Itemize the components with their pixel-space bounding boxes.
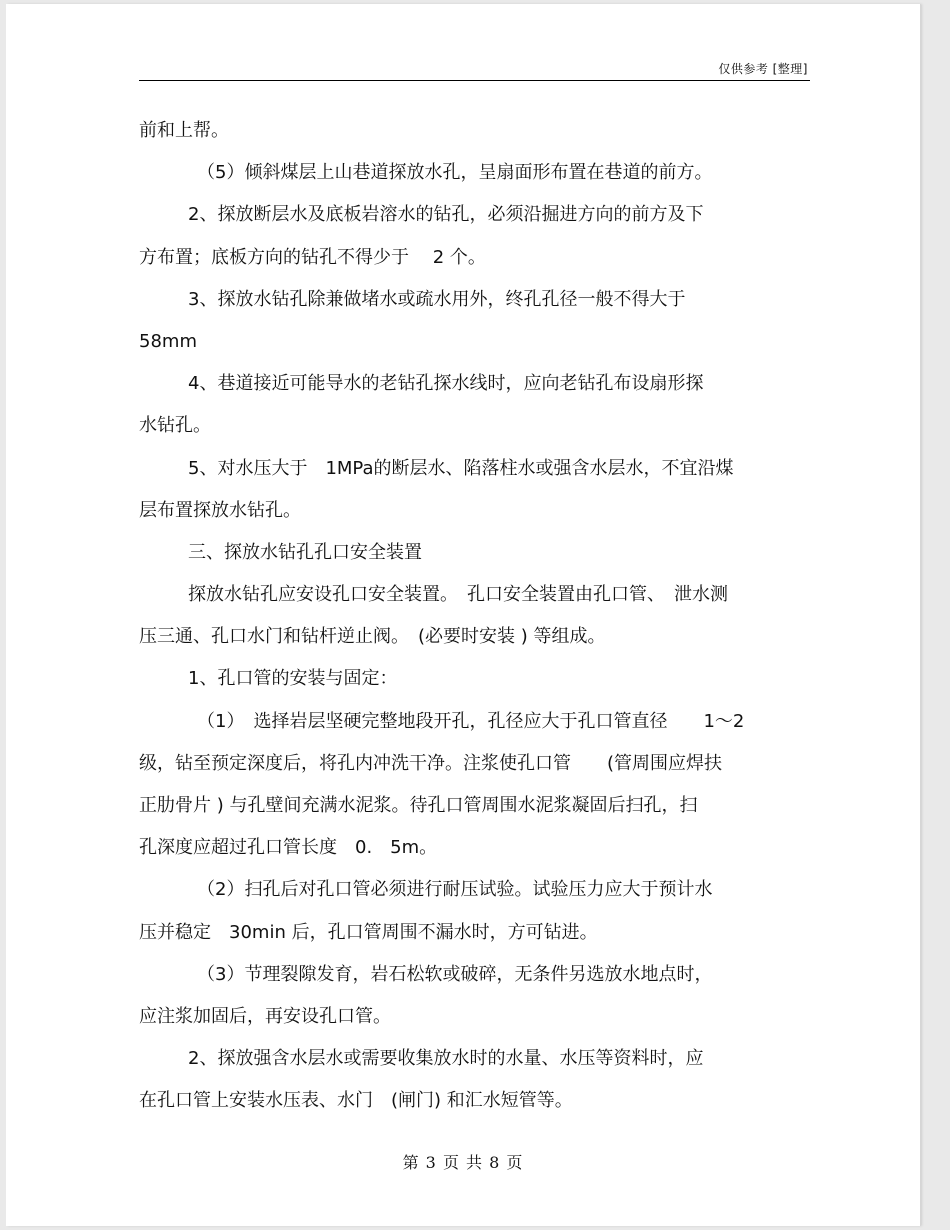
text-line: 孔深度应超过孔口管长度 0. 5m。 <box>139 837 438 859</box>
text-line: 层布置探放水钻孔。 <box>139 499 301 521</box>
text-line: 58mm <box>139 330 197 352</box>
text-line: （3）节理裂隙发育，岩石松软或破碎，无条件另选放水地点时， <box>197 963 713 985</box>
text-line: 2、探放强含水层水或需要收集放水时的水量、水压等资料时，应 <box>188 1048 704 1070</box>
text-line: 应注浆加固后，再安设孔口管。 <box>139 1005 391 1027</box>
page-number: 第 3 页 共 8 页 <box>402 1153 524 1172</box>
text-line: 压三通、孔口水门和钻杆逆止阀。 (必要时安装 ) 等组成。 <box>139 626 606 648</box>
text-line: 压并稳定 30min 后，孔口管周围不漏水时，方可钻进。 <box>139 921 598 943</box>
text-line: 5、对水压大于 1MPa的断层水、陷落柱水或强含水层水，不宜沿煤 <box>188 457 734 479</box>
text-line: （1） 选择岩层坚硬完整地段开孔，孔径应大于孔口管直径 1～2 <box>197 710 745 732</box>
document-page <box>6 4 920 1226</box>
text-line: 4、巷道接近可能导水的老钻孔探水线时，应向老钻孔布设扇形探 <box>188 373 704 395</box>
text-line: 1、孔口管的安装与固定： <box>188 668 398 690</box>
text-line: 在孔口管上安装水压表、水门 (闸门) 和汇水短管等。 <box>139 1090 573 1112</box>
text-line: 水钻孔。 <box>139 415 211 437</box>
text-line: （2）扫孔后对孔口管必须进行耐压试验。试验压力应大于预计水 <box>197 879 713 901</box>
text-line: （5）倾斜煤层上山巷道探放水孔，呈扇面形布置在巷道的前方。 <box>197 162 713 184</box>
header-note: 仅供参考 [整理] <box>718 62 808 76</box>
section-heading: 三、探放水钻孔孔口安全装置 <box>188 541 422 563</box>
header-rule <box>139 80 810 81</box>
text-line: 3、探放水钻孔除兼做堵水或疏水用外，终孔孔径一般不得大于 <box>188 288 686 310</box>
text-line: 前和上帮。 <box>139 120 229 141</box>
body-text <box>139 116 819 1129</box>
text-line: 探放水钻孔应安设孔口安全装置。 孔口安全装置由孔口管、 泄水测 <box>188 584 728 606</box>
text-line: 2、探放断层水及底板岩溶水的钻孔，必须沿掘进方向的前方及下 <box>188 204 704 226</box>
text-line: 方布置；底板方向的钻孔不得少于 2 个。 <box>139 246 486 268</box>
text-line: 正肋骨片 ) 与孔壁间充满水泥浆。待孔口管周围水泥浆凝固后扫孔，扫 <box>139 795 698 816</box>
text-line: 级，钻至预定深度后，将孔内冲洗干净。注浆使孔口管 (管周围应焊扶 <box>139 752 723 774</box>
